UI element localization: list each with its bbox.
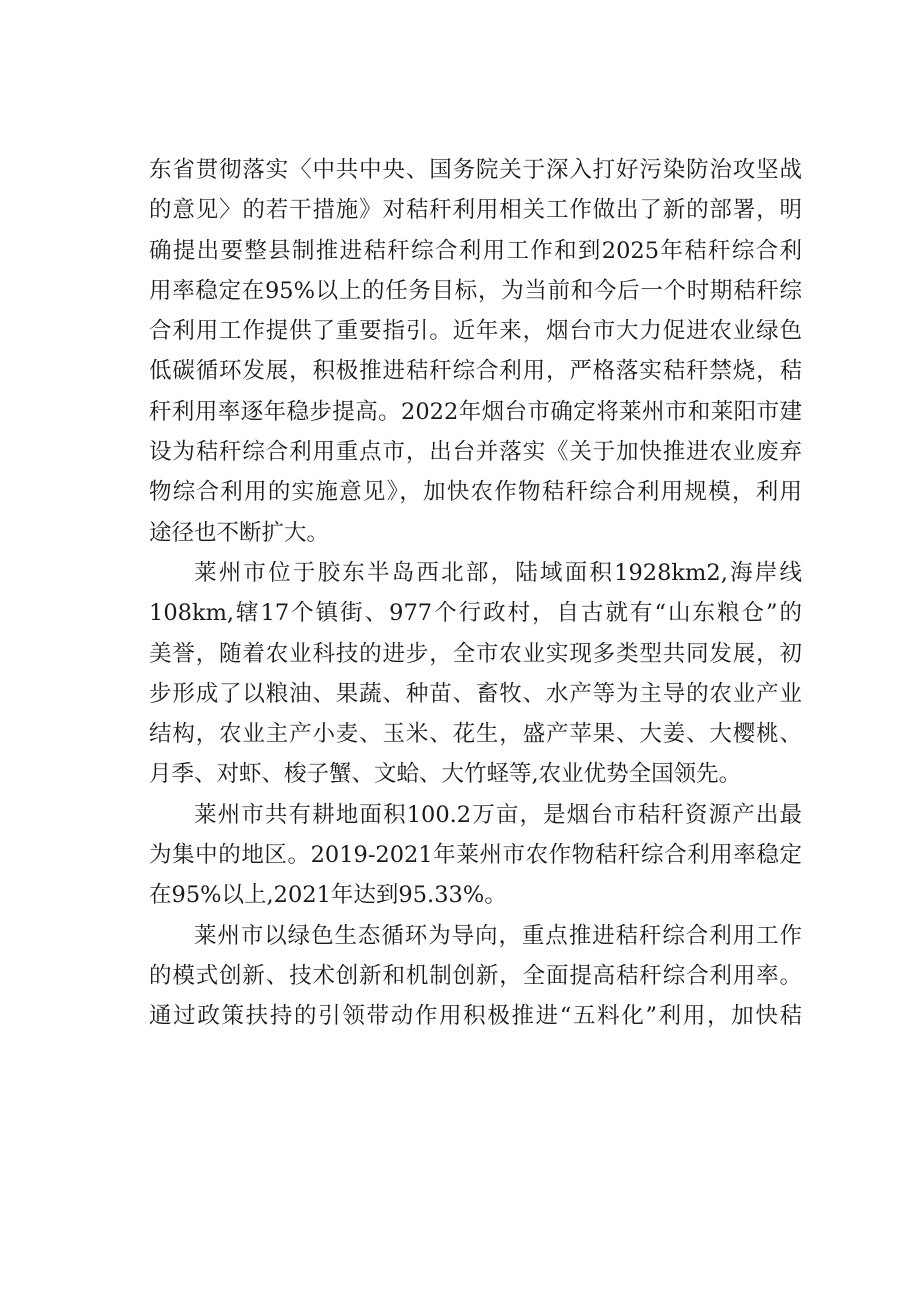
text-line: 108km,辖17个镇街、977个行政村，自古就有“山东粮仓”的 [149,600,802,627]
text-line: 为集中的地区。2019-2021年莱州市农作物秸秆综合利用率稳定 [149,842,802,869]
text-line: 东省贯彻落实〈中共中央、国务院关于深入打好污染防治攻坚战 [149,157,802,183]
text-line: 通过政策扶持的引领带动作用积极推进“五料化”利用，加快秸 [149,1003,802,1030]
text-line: 莱州市共有耕地面积100.2万亩，是烟台市秸秆资源产出最 [194,801,802,828]
paragraph-3 [149,795,802,916]
text-line: 用率稳定在95%以上的任务目标，为当前和今后一个时期秸秆综 [149,277,802,304]
text-line: 合利用工作提供了重要指引。近年来，烟台市大力促进农业绿色 [149,318,802,345]
text-line: 确提出要整县制推进秸秆综合利用工作和到2025年秸秆综合利 [149,237,802,264]
text-line: 的意见〉的若干措施》对秸秆利用相关工作做出了新的部署，明 [149,197,802,224]
paragraph-1 [149,150,802,553]
paragraph-2 [149,553,802,795]
text-line: 月季、对虾、梭子蟹、文蛤、大竹蛏等,农业优势全国领先。 [149,761,742,788]
text-line: 步形成了以粮油、果蔬、种苗、畜牧、水产等为主导的农业产业 [149,680,802,707]
document-page [149,150,802,1037]
text-line: 在95%以上,2021年达到95.33%。 [149,882,507,909]
text-line: 莱州市以绿色生态循环为导向，重点推进秸秆综合利用工作 [194,922,802,949]
text-line: 物综合利用的实施意见》，加快农作物秸秆综合利用规模，利用 [149,479,802,506]
text-line: 途径也不断扩大。 [149,519,330,546]
text-line: 结构，农业主产小麦、玉米、花生，盛产苹果、大姜、大樱桃、 [149,721,802,748]
paragraph-4 [149,916,802,1037]
text-line: 设为秸秆综合利用重点市，出台并落实《关于加快推进农业废弃 [149,439,802,466]
text-line: 秆利用率逐年稳步提高。2022年烟台市确定将莱州市和莱阳市建 [149,398,802,425]
text-line: 美誉，随着农业科技的进步，全市农业实现多类型共同发展，初 [149,640,802,667]
text-line: 低碳循环发展，积极推进秸秆综合利用，严格落实秸秆禁烧，秸 [149,358,802,385]
text-line: 的模式创新、技术创新和机制创新，全面提高秸秆综合利用率。 [149,962,802,989]
text-line: 莱州市位于胶东半岛西北部，陆域面积1928km2,海岸线 [194,559,802,586]
